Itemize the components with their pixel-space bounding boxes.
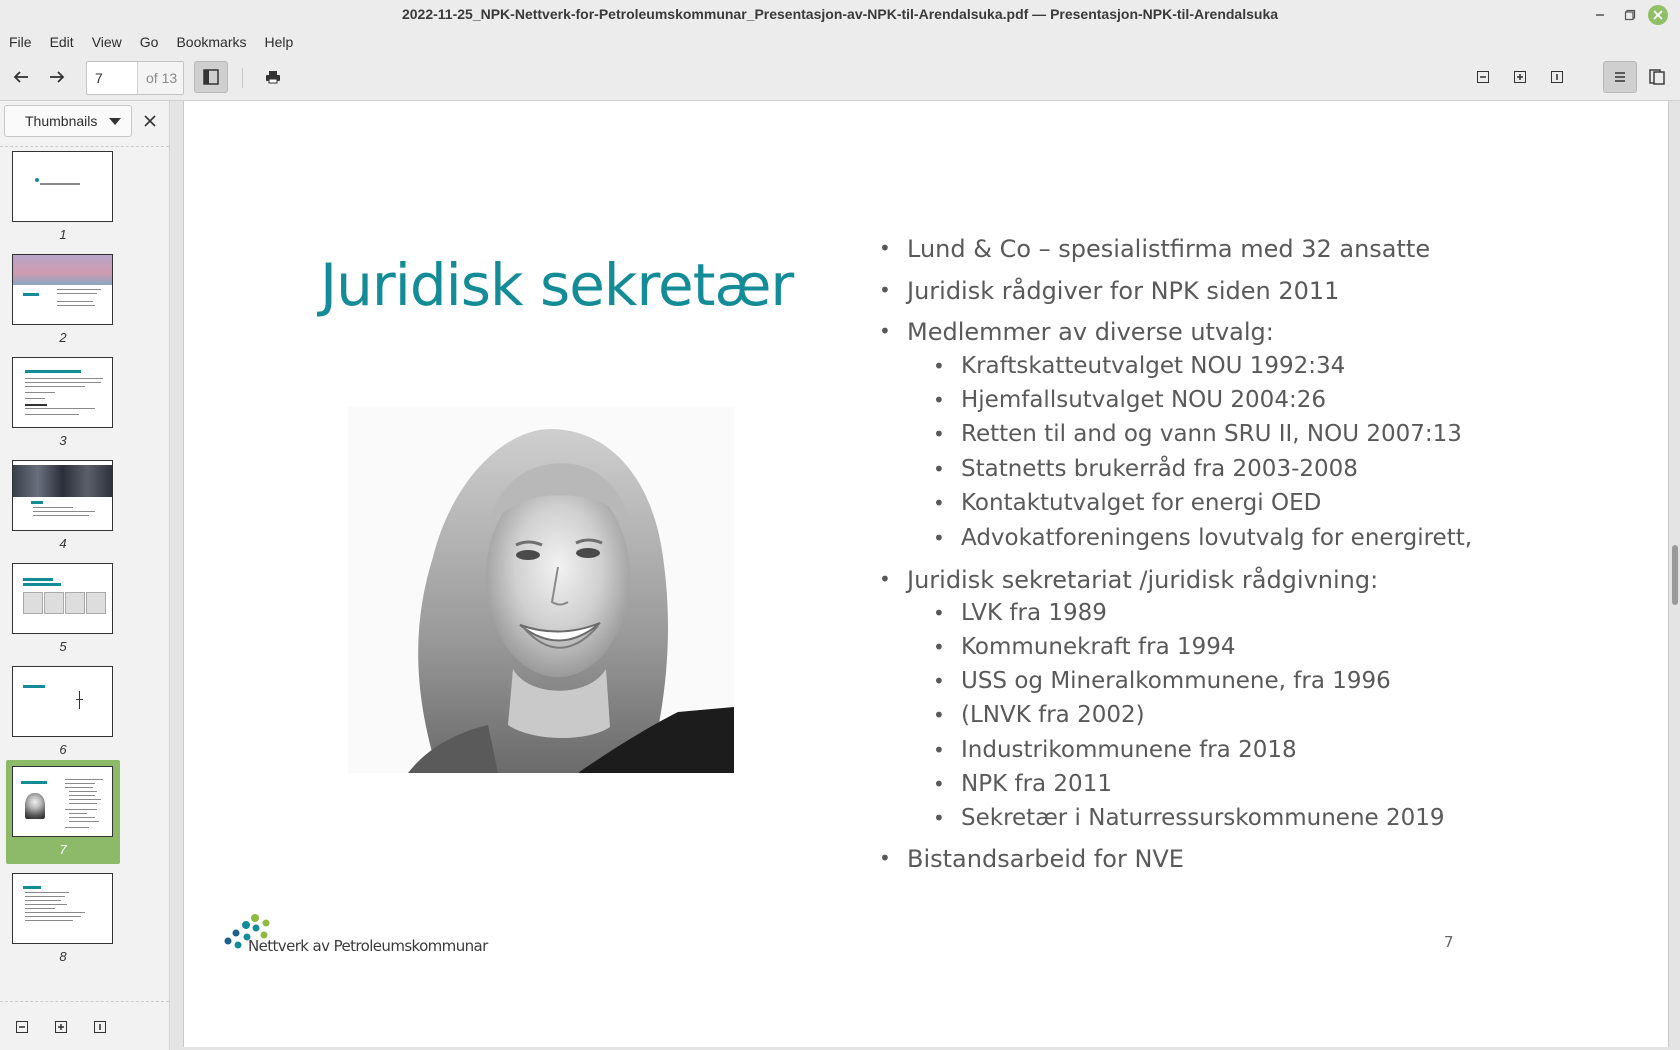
title-bar	[0, 0, 1680, 30]
document-view[interactable]	[171, 101, 1680, 1050]
npk-logo	[222, 913, 488, 961]
thumbnail-page-6[interactable]	[6, 662, 120, 766]
thumbnail-page-5[interactable]	[6, 559, 120, 663]
sub-bullet-item: • Kraftskatteutvalget NOU 1992:34	[935, 353, 1345, 379]
portrait-photo	[348, 407, 734, 773]
close-window-icon[interactable]	[1648, 5, 1668, 25]
bullet-item: • Bistandsarbeid for NVE	[881, 845, 1184, 873]
thumbnail-zoom-reset-icon[interactable]	[90, 1017, 110, 1037]
thumbnail-zoom-out-icon[interactable]	[12, 1017, 32, 1037]
thumbnail-page-4[interactable]	[6, 456, 120, 560]
bullet-item: • Juridisk rådgiver for NPK siden 2011	[881, 277, 1339, 305]
sub-bullet-item: • LVK fra 1989	[935, 600, 1107, 626]
thumbnail-number: 1	[59, 227, 67, 242]
menu-help[interactable]: Help	[264, 34, 294, 50]
sidebar-mode-label: Thumbnails	[25, 113, 98, 129]
toolbar-divider	[242, 68, 243, 88]
toolbar	[0, 54, 1680, 101]
sub-bullet-item: • (LNVK fra 2002)	[935, 702, 1145, 728]
sidebar	[0, 101, 170, 1050]
zoom-reset-icon[interactable]	[1540, 61, 1574, 93]
menu-file[interactable]: File	[9, 34, 32, 50]
menu-edit[interactable]: Edit	[49, 34, 74, 50]
sub-bullet-item: • Statnetts brukerråd fra 2003-2008	[935, 456, 1358, 482]
menu-bar	[0, 30, 1680, 54]
chevron-down-icon	[109, 118, 121, 125]
menu-go[interactable]: Go	[139, 34, 159, 50]
thumbnail-image	[12, 873, 113, 944]
zoom-in-icon[interactable]	[1503, 61, 1537, 93]
npk-logo-text: Nettverk av Petroleumskommunar	[248, 937, 488, 955]
vertical-scrollbar[interactable]	[1672, 545, 1678, 605]
minimize-icon[interactable]	[1590, 5, 1610, 25]
thumbnail-page-8[interactable]	[6, 869, 120, 973]
thumbnail-page-7[interactable]	[6, 760, 120, 864]
thumbnail-number: 2	[59, 330, 67, 345]
sub-bullet-item: • Hjemfallsutvalget NOU 2004:26	[935, 387, 1326, 413]
thumbnail-number: 8	[59, 949, 67, 964]
slide-title: Juridisk sekretær	[320, 251, 794, 319]
pdf-page	[183, 101, 1669, 1047]
sub-bullet-item: • Kontaktutvalget for energi OED	[935, 490, 1321, 516]
thumbnail-page-3[interactable]	[6, 353, 120, 457]
thumbnail-number: 5	[59, 639, 67, 654]
thumbnail-number: 4	[59, 536, 67, 551]
thumbnail-page-1[interactable]	[6, 147, 120, 251]
sub-bullet-item: • Sekretær i Naturressurskommunene 2019	[935, 805, 1445, 831]
continuous-scroll-icon[interactable]	[1603, 61, 1637, 93]
print-icon[interactable]	[256, 61, 290, 93]
zoom-out-icon[interactable]	[1466, 61, 1500, 93]
slide-page-number: 7	[1444, 933, 1454, 951]
sub-bullet-item: • Retten til and og vann SRU II, NOU 2007:13	[935, 421, 1462, 447]
dual-page-icon[interactable]	[1640, 61, 1674, 93]
thumbnail-image	[12, 357, 113, 428]
forward-arrow-icon[interactable]	[40, 61, 74, 93]
thumbnail-number: 6	[59, 742, 67, 757]
bullet-item: • Juridisk sekretariat /juridisk rådgivning:	[881, 566, 1378, 594]
sub-bullet-item: • Advokatforeningens lovutvalg for energirett,	[935, 525, 1472, 551]
window-title: 2022-11-25_NPK-Nettverk-for-Petroleumskommunar_Presentasjon-av-NPK-til-Arendalsuka.pdf — Presentasjon-NPK-til-Arendalsuka	[401, 6, 1279, 22]
thumbnail-list	[0, 146, 169, 1002]
back-arrow-icon[interactable]	[4, 61, 38, 93]
sub-bullet-item: • NPK fra 2011	[935, 771, 1112, 797]
thumbnail-number: 3	[59, 433, 67, 448]
thumbnail-image	[12, 460, 113, 531]
sub-bullet-item: • Kommunekraft fra 1994	[935, 634, 1236, 660]
thumbnail-image	[12, 766, 113, 837]
thumbnail-image	[12, 666, 113, 737]
thumbnail-zoom-in-icon[interactable]	[51, 1017, 71, 1037]
sidebar-toggle-icon[interactable]	[194, 61, 228, 93]
menu-view[interactable]: View	[91, 34, 122, 50]
close-sidebar-icon[interactable]	[140, 111, 160, 131]
menu-bookmarks[interactable]: Bookmarks	[176, 34, 247, 50]
sidebar-footer	[0, 1007, 169, 1047]
sub-bullet-item: • Industrikommunene fra 2018	[935, 737, 1297, 763]
page-total: of 13	[138, 62, 183, 94]
thumbnail-image	[12, 563, 113, 634]
thumbnail-page-2[interactable]	[6, 250, 120, 354]
thumbnail-image	[12, 151, 113, 222]
maximize-icon[interactable]	[1620, 5, 1640, 25]
sub-bullet-item: • USS og Mineralkommunene, fra 1996	[935, 668, 1391, 694]
bullet-item: • Lund & Co – spesialistfirma med 32 ansatte	[881, 235, 1430, 263]
sidebar-mode-dropdown[interactable]	[4, 105, 132, 137]
thumbnail-number: 7	[59, 842, 67, 857]
page-number-input[interactable]	[87, 62, 138, 94]
thumbnail-image	[12, 254, 113, 325]
bullet-item: • Medlemmer av diverse utvalg:	[881, 318, 1274, 346]
page-selector	[86, 61, 184, 95]
